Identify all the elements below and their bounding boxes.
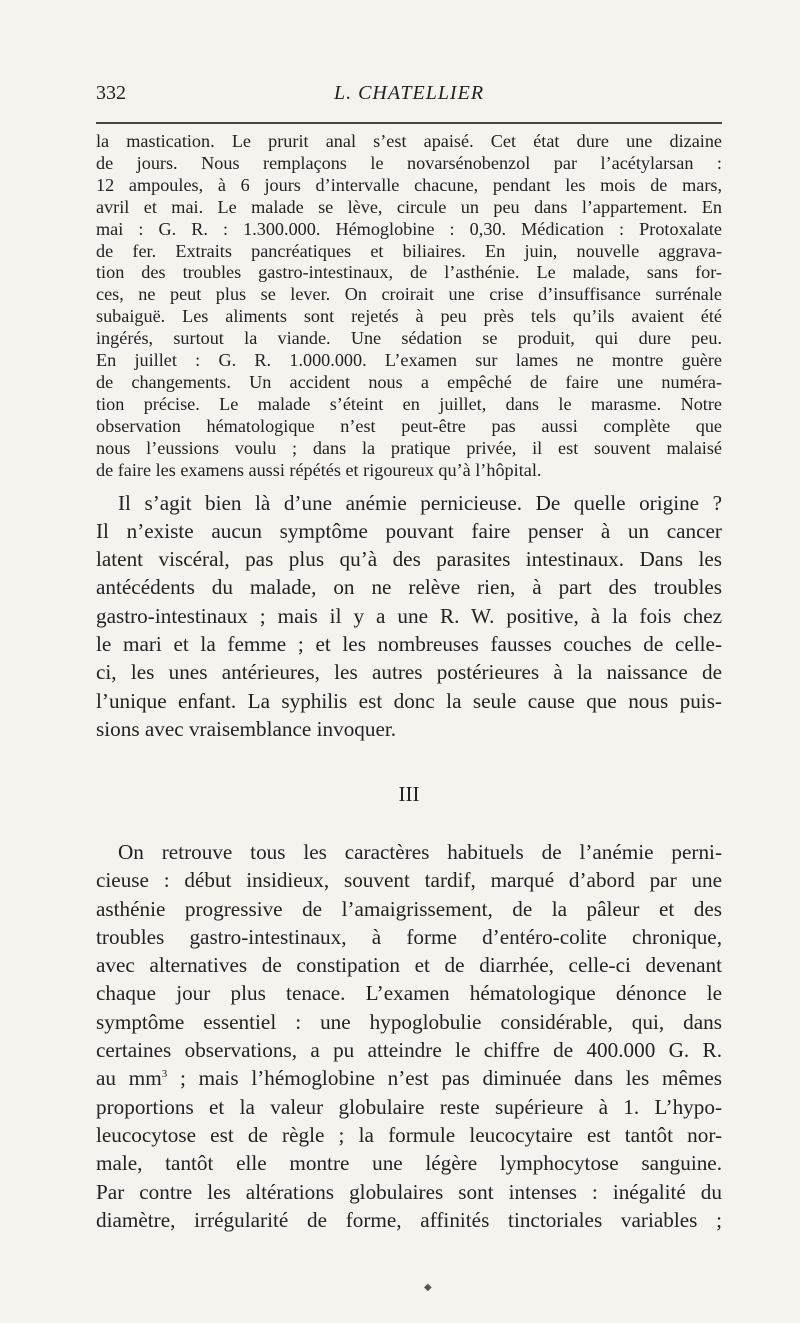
text-line: male, tantôt elle montre une légère lymphocytose sanguine. (96, 1151, 722, 1176)
text-line: de changements. Un accident nous a empêché de faire une numéra- (96, 371, 722, 392)
section-heading: III (398, 782, 420, 806)
text-line: tion précise. Le malade s’éteint en juillet, dans le marasme. Notre (96, 393, 722, 414)
text-line: de fer. Extraits pancréatiques et biliaires. En juin, nouvelle aggrava- (96, 240, 722, 261)
text-line: proportions et la valeur globulaire reste supérieure à 1. L’hypo- (96, 1094, 722, 1119)
text-line: antécédents du malade, on ne relève rien, à part des troubles (96, 575, 722, 600)
text-line: On retrouve tous les caractères habituels de l’anémie perni- (118, 840, 722, 864)
text-line: le mari et la femme ; et les nombreuses fausses couches de celle- (96, 631, 722, 656)
text-line: 12 ampoules, à 6 jours d’intervalle chacune, pendant les mois de mars, (96, 174, 722, 195)
text-line: certaines observations, a pu atteindre le chiffre de 400.000 G. R. (96, 1038, 722, 1063)
text-line: subaiguë. Les aliments sont rejetés à peu près tels qu’ils avaient été (96, 306, 722, 327)
text-line: ci, les unes antérieures, les autres postérieures à la naissance de (96, 660, 722, 685)
text-line: Il n’existe aucun symptôme pouvant faire penser à un cancer (96, 518, 722, 543)
text-line: Par contre les altérations globulaires sont intenses : inégalité du (96, 1179, 722, 1204)
text-line: la mastication. Le prurit anal s’est apaisé. Cet état dure une dizaine (96, 131, 722, 151)
text-line: avril et mai. Le malade se lève, circule un peu dans l’appartement. En (96, 196, 722, 217)
text-line: tion des troubles gastro-intestinaux, de l’asthénie. Le malade, sans for- (96, 262, 722, 283)
text-line: nous l’eussions voulu ; dans la pratique privée, il est souvent malaisé (96, 437, 722, 458)
text-line-with-superscript (96, 1064, 722, 1092)
text-line: latent viscéral, pas plus qu’à des parasites intestinaux. Dans les (96, 547, 722, 572)
running-title: L. CHATELLIER (333, 82, 485, 104)
text-fragment: au mm (96, 1066, 162, 1091)
text-line: asthénie progressive de l’amaigrissement, de la pâleur et des (96, 896, 722, 921)
text-line: de jours. Nous remplaçons le novarsénobenzol par l’acétylarsan : (96, 152, 722, 173)
text-line: Il s’agit bien là d’une anémie pernicieuse. De quelle origine ? (118, 490, 722, 515)
text-line: troubles gastro-intestinaux, à forme d’entéro-colite chronique, (96, 924, 722, 949)
main-text (96, 131, 722, 743)
paragraph-discussion (96, 489, 722, 744)
text-fragment: ; mais l’hémoglobine n’est pas diminuée dans les mêmes (167, 1066, 722, 1091)
text-line: observation hématologique n’est peut-être pas aussi complète que (96, 415, 722, 436)
text-line: sions avec vraisemblance invoquer. (96, 716, 397, 741)
paragraph-section-iii (96, 838, 722, 1234)
text-line: ingérés, surtout la viande. Une sédation se produit, qui dure peu. (96, 328, 722, 349)
text-line: leucocytose est de règle ; la formule leucocytaire est tantôt nor- (96, 1122, 722, 1147)
text-line: En juillet : G. R. 1.000.000. L’examen sur lames ne montre guère (96, 350, 722, 371)
text-line: mai : G. R. : 1.300.000. Hémoglobine : 0,30. Médication : Protoxalate (96, 218, 722, 239)
text-line: chaque jour plus tenace. L’examen hématologique dénonce le (96, 981, 722, 1006)
paragraph-case-report (96, 131, 722, 482)
text-line: l’unique enfant. La syphilis est donc la seule cause que nous puis- (96, 688, 722, 713)
page-number: 332 (96, 82, 126, 104)
text-line: ces, ne peut plus se lever. On croirait une crise d’insuffisance surrénale (96, 284, 722, 305)
text-line: gastro-intestinaux ; mais il y a une R. W. positive, à la fois chez (96, 603, 722, 628)
text-line: avec alternatives de constipation et de diarrhée, celle-ci devenant (96, 953, 722, 978)
text-line: symptôme essentiel : une hypoglobulie considérable, qui, dans (96, 1009, 722, 1034)
header-rule (96, 122, 722, 124)
printer-mark-glyph: ◆ (424, 1282, 432, 1293)
text-line: de faire les examens aussi répétés et rigoureux qu’à l’hôpital. (96, 459, 542, 480)
text-line: cieuse : début insidieux, souvent tardif, marqué d’abord par une (96, 868, 722, 893)
superscript: 3 (161, 1068, 168, 1081)
text-line: diamètre, irrégularité de forme, affinités tinctoriales variables ; (96, 1207, 722, 1232)
page-header (96, 82, 722, 112)
